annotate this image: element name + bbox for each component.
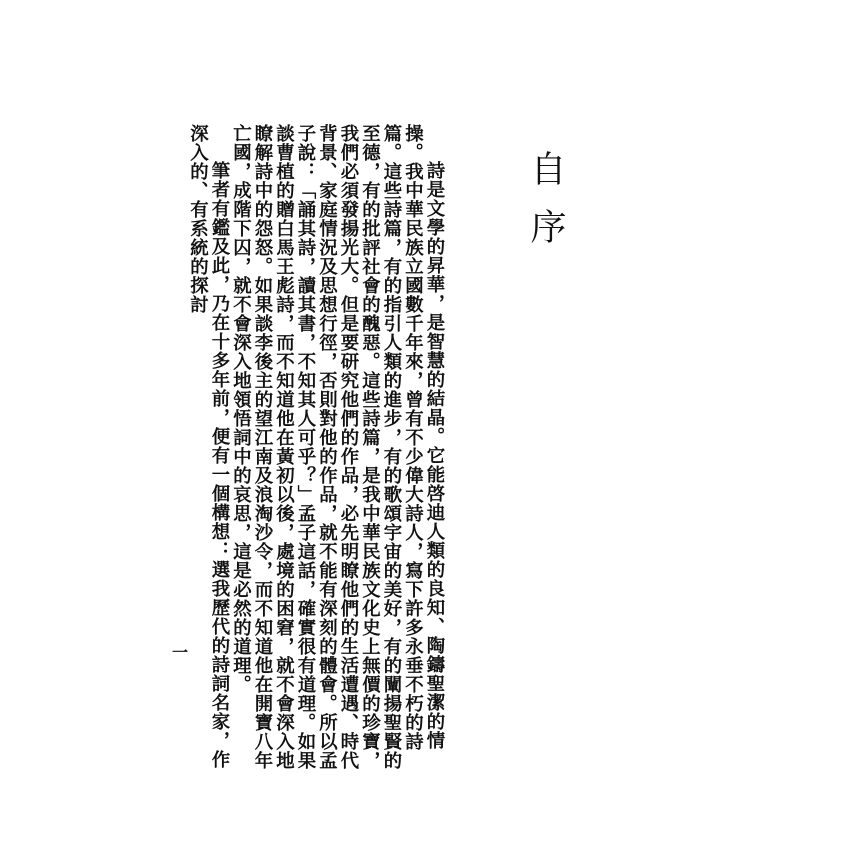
preface-body [187, 124, 445, 784]
paragraph-2: 筆者有鑑及此，乃在十多年前，便有一個構想：選我歷代的詩詞名家，作深入的、有系統的探討 [187, 124, 230, 769]
page-title: 自序 [525, 150, 566, 266]
paragraph-1: 詩是文學的昇華，是智慧的結晶。它能啓迪人類的良知、陶鑄聖潔的情操。我中華民族立國數千年來，曾有不少偉大詩人，寫下許多永垂不朽的詩篇。這些詩篇，有的指引人類的進步，有的歌頌宇宙的美好，有的闡揚聖賢的至德，有的批評社會的醜惡。這些詩篇，是我中華民族文化史上無價的珍寶，我們必須發揚光大。但是要研究他們的作品，必先明瞭他們的生活遭遇、時代背景、家庭情況及思想行徑，否則對他的作品，就不能有深刻的體會。所以孟子說：「誦其詩，讀其書，不知其人可乎？」孟子這話，確實很有道理。如果談曹植的贈白馬王彪詩，而不知道他在黃初以後，處境的困窘，就不會深入地瞭解詩中的怨怒。如果談李後主的望江南及浪淘沙令，而不知道他在開寶八年亡國，成階下囚，就不會深入地領悟詞中的哀思，這是必然的道理。 [230, 124, 445, 770]
page-number: 一 [171, 643, 188, 662]
